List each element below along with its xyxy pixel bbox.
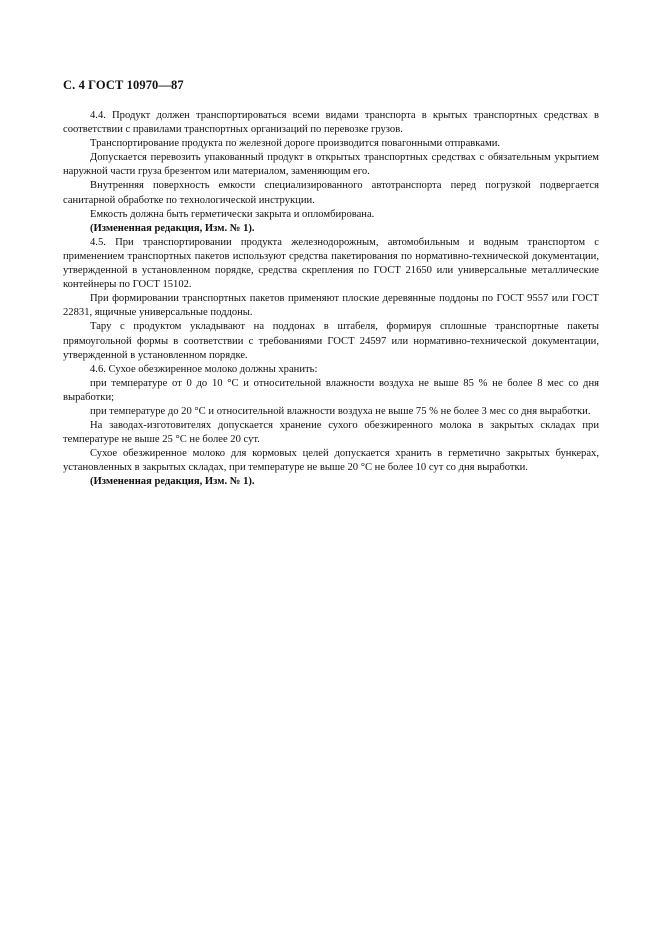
paragraph-tank-sealed: Емкость должна быть герметически закрыта и опломбирована.	[90, 208, 375, 220]
paragraph-storage-condition-1: при температуре от 0 до 10 °С и относительной влажности воздуха не выше 85 % не более 8 мес со дня выработки;	[63, 377, 599, 403]
paragraph-pallets: При формировании транспортных пакетов применяют плоские деревянные поддоны по ГОСТ 9557 или ГОСТ 22831, ящичные универсальные поддоны.	[63, 293, 599, 319]
paragraph-stacking: Тару с продуктом укладывают на поддонах в штабеля, формируя сплошные транспортные пакеты прямоугольной формы в соответствии с требованиями ГОСТ 24597 или нормативно-технической документации, утвержденной в установленном порядке.	[63, 321, 599, 361]
paragraph-open-transport: Допускается перевозить упакованный продукт в открытых транспортных средствах с обязательным укрытием наружной части груза брезентом или материалом, заменяющим его.	[63, 152, 599, 178]
paragraph-feed-milk-storage: Сухое обезжиренное молоко для кормовых целей допускается хранить в герметично закрытых бункерах, установленных в закрытых складах, при температуре не выше 20 °С не более 10 сут со дня выработки.	[63, 448, 599, 474]
paragraph-4-6: 4.6. Сухое обезжиренное молоко должны хранить:	[90, 363, 318, 375]
amendment-note: (Измененная редакция, Изм. № 1).	[90, 476, 255, 488]
paragraph-rail-transport: Транспортирование продукта по железной дороге производится повагонными отправками.	[90, 138, 501, 150]
paragraph-4-4: 4.4. Продукт должен транспортироваться всеми видами транспорта в крытых транспортных средствах в соответствии с правилами транспортных организаций по перевозке грузов.	[63, 110, 599, 136]
amendment-note: (Измененная редакция, Изм. № 1).	[90, 222, 255, 234]
paragraph-4-5: 4.5. При транспортировании продукта железнодорожным, автомобильным и водным транспортом с применением транспортных пакетов используют средства пакетирования по нормативно-технической документации, утвержденной в установленном порядке, средства скрепления по ГОСТ 21650 или универсальные металлические контейнеры по ГОСТ 15102.	[63, 236, 599, 291]
page-header: С. 4 ГОСТ 10970—87	[63, 78, 184, 92]
document-body	[63, 109, 599, 490]
paragraph-storage-condition-2: при температуре до 20 °С и относительной влажности воздуха не выше 75 % не более 3 мес со дня выработки.	[90, 405, 591, 417]
paragraph-tank-sanitation: Внутренняя поверхность емкости специализированного автотранспорта перед погрузкой подвергается санитарной обработке по технологической инструкции.	[63, 180, 599, 206]
paragraph-factory-storage: На заводах-изготовителях допускается хранение сухого обезжиренного молока в закрытых складах при температуре не выше 25 °С не более 20 сут.	[63, 420, 599, 446]
